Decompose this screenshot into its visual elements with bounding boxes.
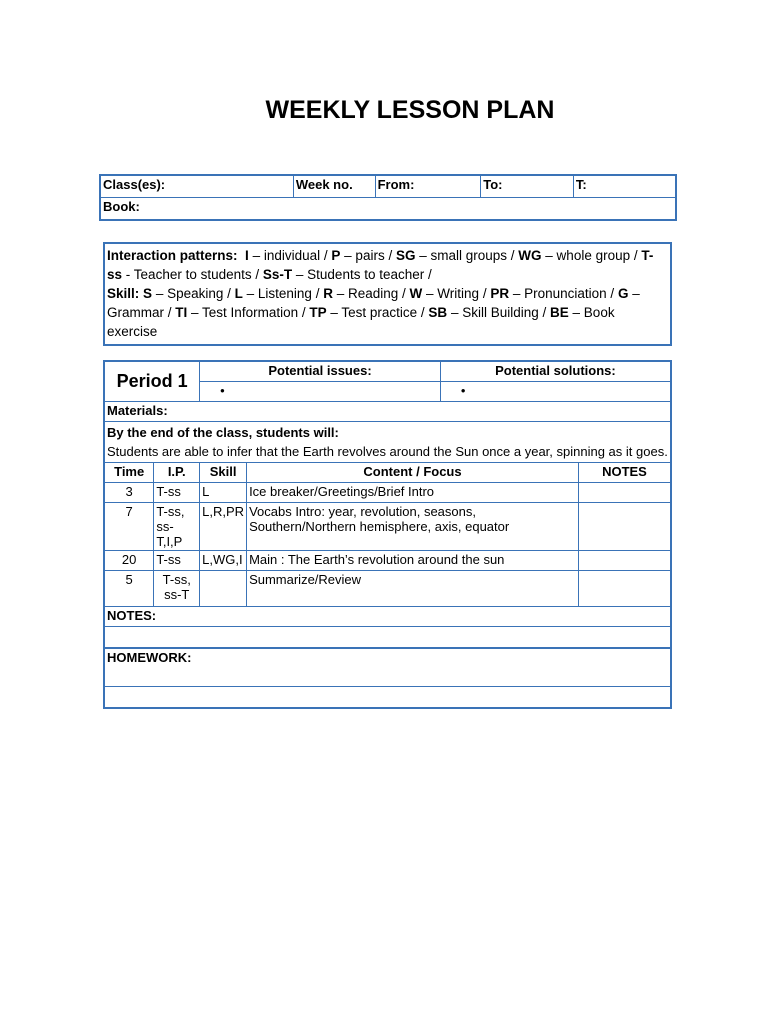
skill-item: BE – Book exercise <box>107 305 615 339</box>
skill-item: TP – Test practice / <box>309 305 429 320</box>
from-field: From: <box>375 175 481 198</box>
row-time: 3 <box>104 482 154 502</box>
col-time: Time <box>104 462 154 482</box>
legend-box <box>103 242 672 346</box>
homework-area <box>104 686 671 708</box>
issues-label: Potential issues: <box>200 361 441 381</box>
row-notes <box>578 570 671 606</box>
table-row <box>104 570 671 606</box>
page-title: WEEKLY LESSON PLAN <box>265 96 555 124</box>
lesson-plan-table <box>103 360 672 709</box>
row-time: 5 <box>104 570 154 606</box>
objective-label: By the end of the class, students will: <box>107 424 339 440</box>
issues-bullet: • <box>200 381 441 401</box>
row-notes <box>578 502 671 550</box>
notes-label: NOTES: <box>104 606 671 626</box>
col-ip: I.P. <box>154 462 200 482</box>
col-content: Content / Focus <box>247 462 579 482</box>
notes-area <box>104 626 671 648</box>
row-time: 20 <box>104 550 154 570</box>
skill-item: PR – Pronunciation / <box>490 286 618 301</box>
interaction-item: WG – whole group / <box>518 248 642 263</box>
interaction-item: P – pairs / <box>331 248 396 263</box>
row-time: 7 <box>104 502 154 550</box>
skill-item: W – Writing / <box>409 286 491 301</box>
row-notes <box>578 550 671 570</box>
materials-label: Materials: <box>104 401 671 421</box>
skill-item: TI – Test Information / <box>175 305 310 320</box>
period-label: Period 1 <box>104 361 200 401</box>
homework-label: HOMEWORK: <box>104 648 671 686</box>
skill-item: L – Listening / <box>234 286 324 301</box>
row-ip: T-ss <box>154 550 200 570</box>
row-skill: L,WG,I <box>200 550 247 570</box>
interaction-label: Interaction patterns: <box>107 248 238 263</box>
col-skill: Skill <box>200 462 247 482</box>
interaction-item: I – individual / <box>245 248 332 263</box>
skill-label: Skill: <box>107 286 140 301</box>
classes-field: Class(es): <box>100 175 293 198</box>
week-field: Week no. <box>293 175 375 198</box>
interaction-item: Ss-T – Students to teacher / <box>262 267 432 282</box>
interaction-item: T-ss - Teacher to students / <box>107 248 654 282</box>
row-ip: T-ss, ss-T <box>154 570 200 606</box>
row-ip: T-ss <box>154 482 200 502</box>
row-notes <box>578 482 671 502</box>
skill-item: R – Reading / <box>323 286 410 301</box>
table-row <box>104 482 671 502</box>
interaction-item: SG – small groups / <box>395 248 519 263</box>
table-row <box>104 550 671 570</box>
objective-text: Students are able to infer that the Earth revolves around the Sun once a year, spinning as it goes. <box>107 443 668 459</box>
skill-item: SB – Skill Building / <box>428 305 551 320</box>
t-field: T: <box>573 175 676 198</box>
row-skill: L <box>200 482 247 502</box>
row-content: Ice breaker/Greetings/Brief Intro <box>247 482 579 502</box>
table-row <box>104 502 671 550</box>
solutions-bullet: • <box>440 381 671 401</box>
row-content: Vocabs Intro: year, revolution, seasons, Southern/Northern hemisphere, axis, equator <box>247 502 579 550</box>
row-skill <box>200 570 247 606</box>
row-skill: L,R,PR <box>200 502 247 550</box>
row-content: Summarize/Review <box>247 570 579 606</box>
skill-item: S – Speaking / <box>143 286 235 301</box>
row-ip: T-ss, ss-T,I,P <box>154 502 200 550</box>
solutions-label: Potential solutions: <box>440 361 671 381</box>
row-content: Main : The Earth’s revolution around the sun <box>247 550 579 570</box>
col-notes: NOTES <box>578 462 671 482</box>
class-info-table <box>99 174 677 221</box>
to-field: To: <box>481 175 574 198</box>
book-field: Book: <box>100 198 676 221</box>
objective-cell <box>104 421 671 462</box>
skill-item: G – Grammar / <box>107 286 640 320</box>
